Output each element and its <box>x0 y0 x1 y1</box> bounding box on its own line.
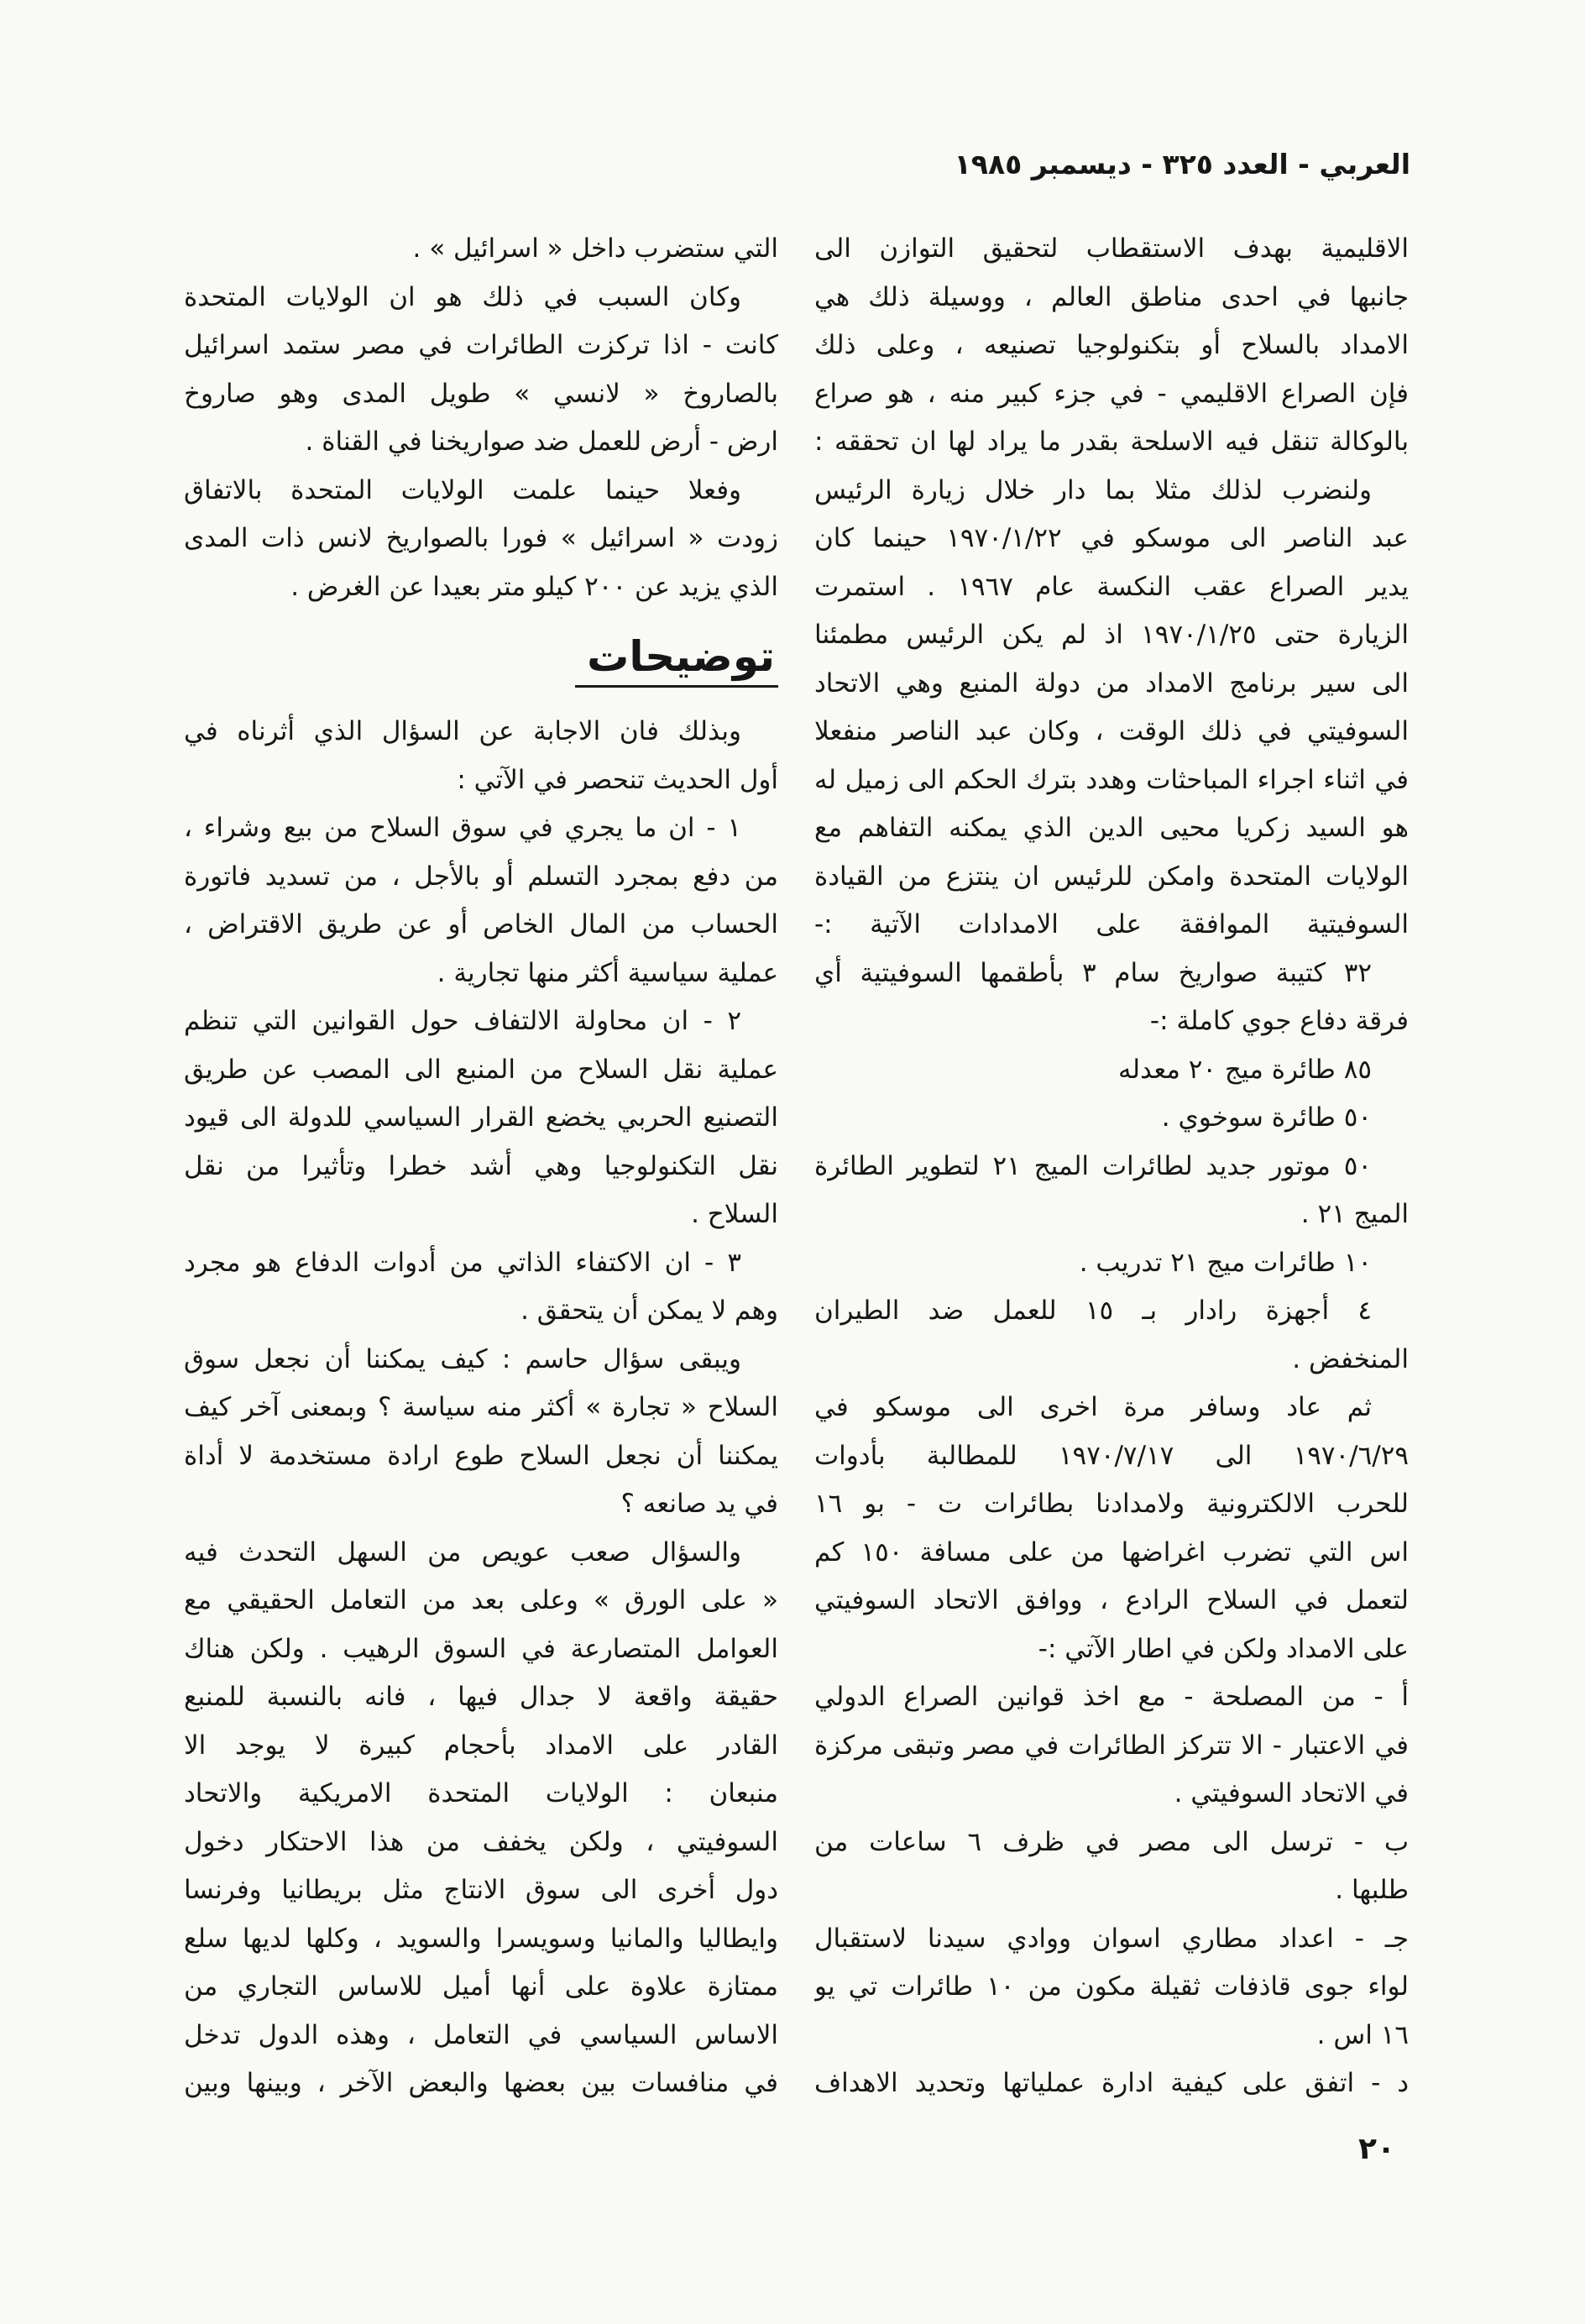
text-line: عبد الناصر الى موسكو في ١٩٧٠/١/٢٢ حينما كان <box>814 523 1409 553</box>
text-line: عملية سياسية أكثر منها تجارية . <box>437 957 778 988</box>
text-line: في الاتحاد السوفيتي . <box>1174 1778 1409 1808</box>
text-line: السوفيتي في ذلك الوقت ، وكان عبد الناصر منفعلا <box>814 716 1409 746</box>
list-item-line: جـ - اعداد مطاري اسوان ووادي سيدنا لاستقبال <box>814 1923 1409 1954</box>
text-line: وكان السبب في ذلك هو ان الولايات المتحدة <box>184 281 741 312</box>
list-item-line: ١٠ طائرات ميج ٢١ تدريب . <box>1079 1247 1372 1278</box>
text-line: الولايات المتحدة وامكن للرئيس ان ينتزع من القيادة <box>814 861 1409 892</box>
text-line: وهم لا يمكن أن يتحقق . <box>520 1295 778 1326</box>
text-line: الميج ٢١ . <box>1300 1199 1409 1229</box>
list-item-line: ب - ترسل الى مصر في ظرف ٦ ساعات من <box>814 1826 1409 1857</box>
text-line: بالوكالة تنقل فيه الاسلحة بقدر ما يراد لها ان تحققه : <box>814 427 1409 457</box>
section-heading-block <box>184 611 778 708</box>
text-line: حقيقة واقعة لا جدال فيها ، فانه بالنسبة للمنبع <box>184 1682 778 1712</box>
list-item-line: ١ - ان ما يجري في سوق السلاح من بيع وشراء ، <box>184 813 741 843</box>
text-line: فرقة دفاع جوي كاملة :- <box>1149 1006 1409 1036</box>
text-line: الامداد بالسلاح أو بتكنولوجيا تصنيعه ، وعلى ذلك <box>814 330 1409 360</box>
left-column <box>184 225 778 2108</box>
text-line: ارض - أرض للعمل ضد صواريخنا في القناة . <box>305 427 778 457</box>
text-line: في منافسات بين بعضها والبعض الآخر ، وبينها وبين <box>184 2068 778 2098</box>
list-item-line: د - اتفق على كيفية ادارة عملياتها وتحديد الاهداف <box>814 2068 1409 2098</box>
text-line: فإن الصراع الاقليمي - في جزء كبير منه ، هو صراع <box>814 378 1409 409</box>
text-line: « على الورق » وعلى بعد من التعامل الحقيقي مع <box>184 1585 778 1615</box>
list-item-line: ٥٠ موتور جديد لطائرات الميج ٢١ لتطوير الطائرة <box>814 1150 1372 1181</box>
list-item-line: أ - من المصلحة - مع اخذ قوانين الصراع الدولي <box>814 1682 1409 1712</box>
list-item-line: ٨٥ طائرة ميج ٢٠ معدله <box>1117 1054 1372 1085</box>
list-item-line: ٣ - ان الاكتفاء الذاتي من أدوات الدفاع هو مجرد <box>184 1247 741 1278</box>
text-line: القادر على الامداد بأحجام كبيرة لا يوجد الا <box>184 1730 778 1761</box>
text-line: ثم عاد وسافر مرة اخرى الى موسكو في <box>814 1392 1372 1422</box>
text-line: لتعمل في السلاح الرادع ، ووافق الاتحاد السوفيتي <box>814 1585 1409 1615</box>
text-line: لواء جوى قاذفات ثقيلة مكون من ١٠ طائرات تي يو <box>814 1971 1409 2002</box>
list-item-line: ٣٢ كتيبة صواريخ سام ٣ بأطقمها السوفيتية أي <box>814 957 1372 988</box>
text-line: الذي يزيد عن ٢٠٠ كيلو متر بعيدا عن الغرض . <box>290 571 778 602</box>
text-line: هو السيد زكريا محيى الدين الذي يمكنه التفاهم مع <box>814 813 1409 843</box>
text-line: في يد صانعه ؟ <box>620 1489 778 1519</box>
text-line: السوفيتية الموافقة على الامدادات الآتية :- <box>814 909 1409 940</box>
running-head: العربي - العدد ٣٢٥ - ديسمبر ١٩٨٥ <box>954 148 1410 181</box>
text-line: بالصاروخ « لانسي » طويل المدى وهو صاروخ <box>184 378 778 409</box>
list-item-line: ٤ أجهزة رادار بـ ١٥ للعمل ضد الطيران <box>814 1295 1373 1326</box>
text-line: السلاح « تجارة » أكثر منه سياسة ؟ وبمعنى آخر كيف <box>184 1392 778 1422</box>
text-line: المنخفض . <box>1292 1343 1409 1374</box>
text-line: أول الحديث تنحصر في الآتي : <box>457 764 778 795</box>
text-line: نقل التكنولوجيا وهي أشد خطرا وتأثيرا من نقل <box>184 1150 778 1181</box>
list-item-line: ٢ - ان محاولة الالتفاف حول القوانين التي تنظم <box>184 1006 741 1036</box>
text-line: ١٦ اس . <box>1316 2019 1409 2050</box>
text-line: والسؤال صعب عويص من السهل التحدث فيه <box>184 1536 741 1568</box>
text-line: على الامداد ولكن في اطار الآتي :- <box>1038 1633 1409 1664</box>
text-line: من دفع بمجرد التسلم أو بالأجل ، من تسديد فاتورة <box>184 861 778 892</box>
page-number: ٢٠ <box>1358 2132 1395 2166</box>
text-line: الى سير برنامج الامداد من دولة المنبع وهي الاتحاد <box>814 667 1409 699</box>
text-line: كانت - اذا تركزت الطائرات في مصر ستمد اسرائيل <box>184 330 778 360</box>
text-line: السلاح . <box>691 1199 778 1229</box>
text-line: العوامل المتصارعة في السوق الرهيب . ولكن هناك <box>184 1633 778 1664</box>
section-heading: توضيحات <box>575 633 778 688</box>
text-line: الاساس السياسي في التعامل ، وهذه الدول تدخل <box>184 2019 778 2050</box>
text-line: الزيارة حتى ١٩٧٠/١/٢٥ اذ لم يكن الرئيس مطمئنا <box>814 620 1409 650</box>
text-line: ممتازة علاوة على أنها أميل للاساس التجاري من <box>184 1971 778 2002</box>
text-line: في اثناء اجراء المباحثات وهدد بترك الحكم الى زميل له <box>814 764 1409 795</box>
text-line: منبعان : الولايات المتحدة الامريكية والاتحاد <box>184 1778 778 1808</box>
text-line: الاقليمية بهدف الاستقطاب لتحقيق التوازن الى <box>814 233 1409 264</box>
text-line: السوفيتي ، ولكن يخفف من هذا الاحتكار دخول <box>184 1826 778 1857</box>
text-line: الحساب من المال الخاص أو عن طريق الاقتراض ، <box>184 909 778 940</box>
text-line: جانبها في احدى مناطق العالم ، ووسيلة ذلك هي <box>814 281 1409 312</box>
text-line: ويبقى سؤال حاسم : كيف يمكننا أن نجعل سوق <box>184 1343 741 1374</box>
text-line: اس التي تضرب اغراضها من على مسافة ١٥٠ كم <box>814 1536 1409 1568</box>
text-line: ولنضرب لذلك مثلا بما دار خلال زيارة الرئيس <box>814 474 1372 505</box>
text-line: يدير الصراع عقب النكسة عام ١٩٦٧ . استمرت <box>814 571 1409 602</box>
text-line: يمكننا أن نجعل السلاح طوع ارادة مستخدمة لا أداة <box>184 1440 778 1471</box>
text-line: دول أخرى الى سوق الانتاج مثل بريطانيا وفرنسا <box>184 1875 778 1905</box>
list-item-line: ٥٠ طائرة سوخوي . <box>1161 1102 1372 1133</box>
text-line: التي ستضرب داخل « اسرائيل » . <box>412 233 778 264</box>
text-line: زودت « اسرائيل » فورا بالصواريخ لانس ذات المدى <box>184 523 778 553</box>
text-line: عملية نقل السلاح من المنبع الى المصب عن طريق <box>184 1054 778 1085</box>
text-line: وفعلا حينما علمت الولايات المتحدة بالاتفاق <box>184 474 741 505</box>
right-column <box>814 225 1409 2108</box>
text-line: للحرب الالكترونية ولامدادنا بطائرات ت - بو ١٦ <box>814 1489 1409 1519</box>
text-line: في الاعتبار - الا تتركز الطائرات في مصر وتبقى مركزة <box>814 1730 1409 1761</box>
text-line: التصنيع الحربي يخضع القرار السياسي للدولة الى قيود <box>184 1102 778 1133</box>
text-line: طلبها . <box>1335 1875 1409 1905</box>
text-line: ١٩٧٠/٦/٢٩ الى ١٩٧٠/٧/١٧ للمطالبة بأدوات <box>814 1440 1409 1471</box>
text-line: وبذلك فان الاجابة عن السؤال الذي أثرناه في <box>184 716 741 746</box>
text-line: وايطاليا والمانيا وسويسرا والسويد ، وكلها لديها سلع <box>184 1923 778 1954</box>
